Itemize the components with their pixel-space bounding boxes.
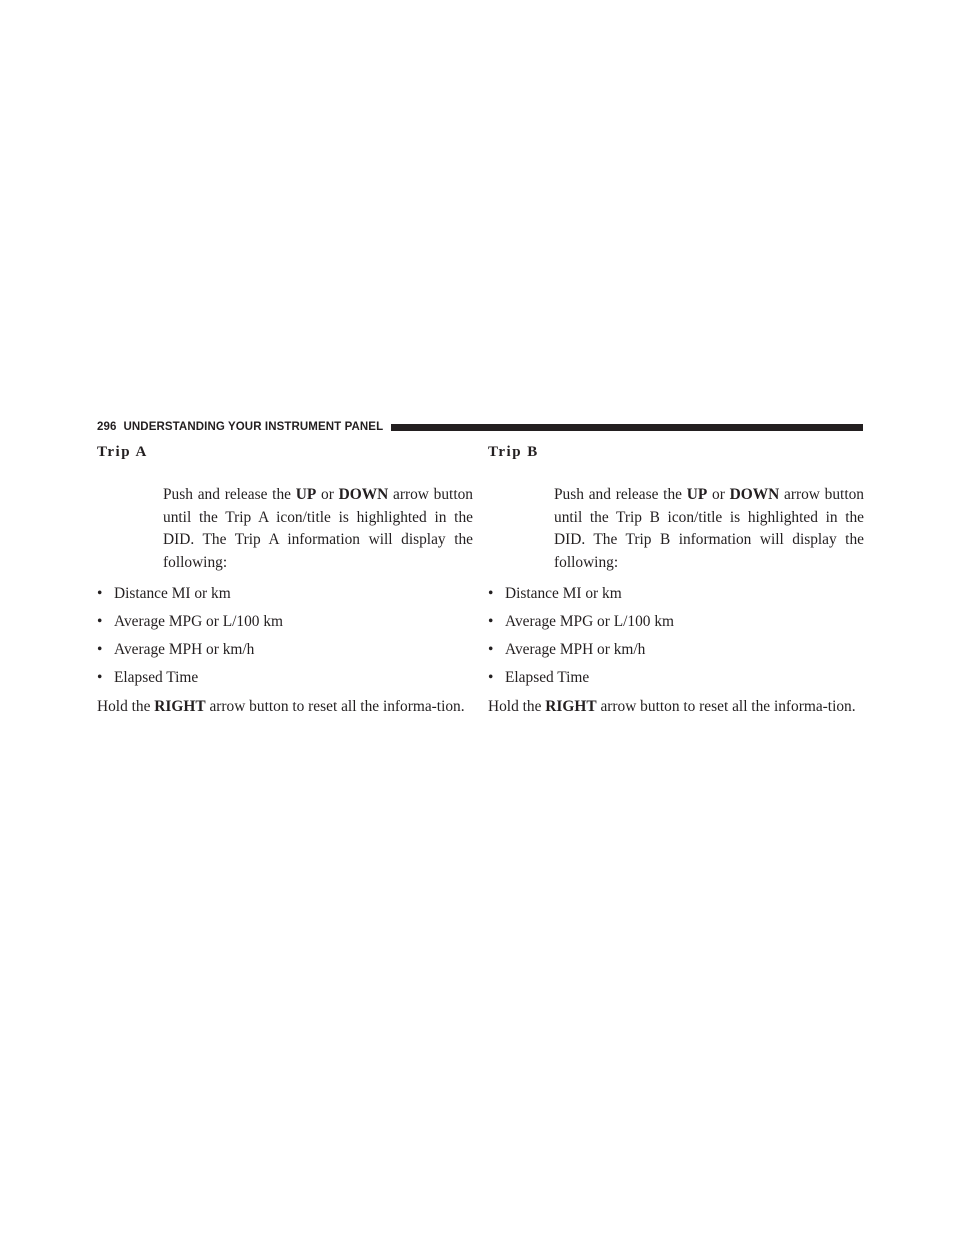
intro-text: or [316, 486, 339, 503]
reset-paragraph [97, 696, 473, 717]
chapter-title: UNDERSTANDING YOUR INSTRUMENT PANEL [123, 421, 384, 433]
header-rule [391, 424, 863, 431]
reset-text: arrow button to reset all the informa-tion. [205, 698, 465, 715]
list-item [97, 583, 473, 611]
intro-text: Push and release the [163, 486, 296, 503]
bullet-icon: • [97, 585, 103, 602]
section-title: Trip A [97, 444, 148, 460]
intro-text: Push and release the [554, 486, 687, 503]
page-number: 296 [97, 421, 117, 433]
list-item [97, 611, 473, 639]
up-key-label: UP [686, 486, 708, 503]
list-item-text: Elapsed Time [505, 669, 590, 686]
list-item-text: Distance MI or km [505, 585, 622, 602]
bullet-icon: • [97, 669, 103, 686]
intro-text: arrow button until the Trip A icon/title is highlighted in the DID. The Trip A information will display the following: [163, 486, 473, 571]
bullet-icon: • [488, 641, 494, 658]
reset-text: Hold the [488, 698, 546, 715]
list-item-text: Average MPG or L/100 km [505, 613, 674, 630]
list-item-text: Average MPH or km/h [505, 641, 646, 658]
down-key-label: DOWN [338, 486, 389, 503]
list-item-text: Average MPH or km/h [114, 641, 255, 658]
section-title: Trip B [488, 444, 539, 460]
bullet-icon: • [488, 585, 494, 602]
right-key-label: RIGHT [545, 698, 597, 715]
reset-text: Hold the [97, 698, 155, 715]
intro-paragraph [163, 484, 473, 574]
intro-text: or [707, 486, 730, 503]
intro-paragraph [554, 484, 864, 574]
bullet-list [488, 583, 864, 695]
section-trip-b [488, 440, 864, 717]
page-header [97, 418, 863, 436]
list-item-text: Average MPG or L/100 km [114, 613, 283, 630]
list-item-text: Distance MI or km [114, 585, 231, 602]
bullet-icon: • [488, 613, 494, 630]
bullet-icon: • [97, 641, 103, 658]
list-item [97, 667, 473, 695]
list-item [488, 639, 864, 667]
reset-paragraph [488, 696, 864, 717]
list-item [488, 583, 864, 611]
bullet-list [97, 583, 473, 695]
list-item [488, 667, 864, 695]
up-key-label: UP [295, 486, 317, 503]
list-item [97, 639, 473, 667]
section-trip-a [97, 440, 473, 717]
list-item [488, 611, 864, 639]
list-item-text: Elapsed Time [114, 669, 199, 686]
reset-text: arrow button to reset all the informa-tion. [596, 698, 856, 715]
bullet-icon: • [488, 669, 494, 686]
bullet-icon: • [97, 613, 103, 630]
down-key-label: DOWN [729, 486, 780, 503]
right-key-label: RIGHT [154, 698, 206, 715]
intro-text: arrow button until the Trip B icon/title is highlighted in the DID. The Trip B information will display the following: [554, 486, 864, 571]
